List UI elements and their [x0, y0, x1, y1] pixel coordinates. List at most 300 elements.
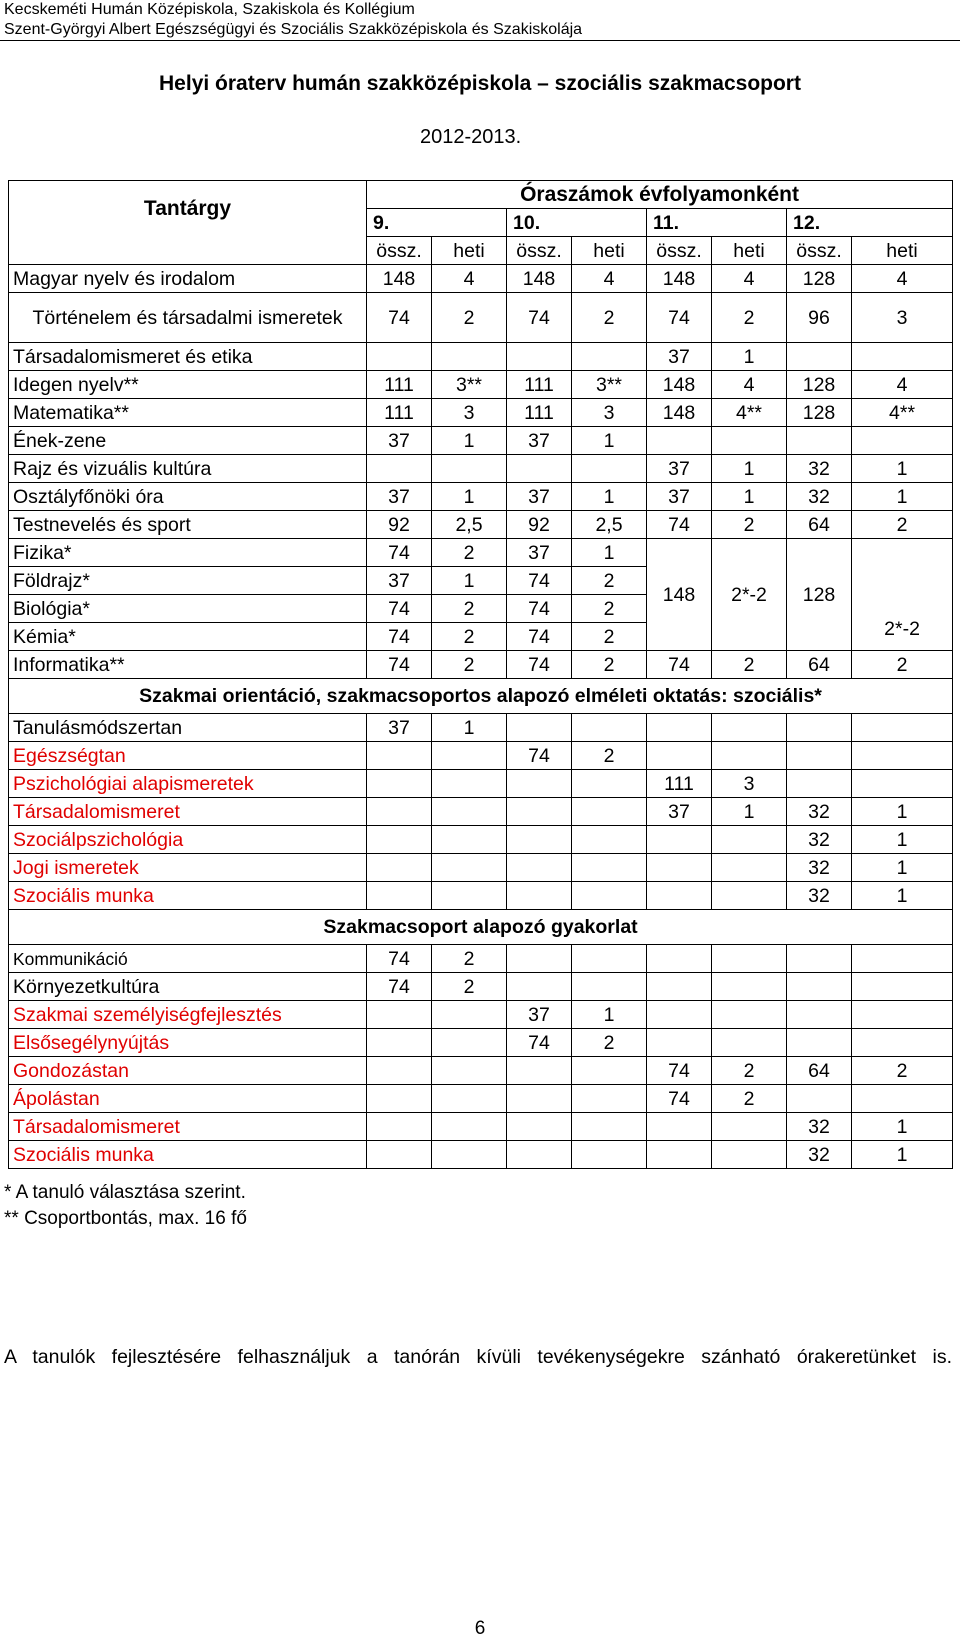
hours-cell: 2: [432, 623, 507, 651]
hours-cell: 92: [367, 511, 432, 539]
header-divider: [0, 40, 960, 41]
hours-cell: 2: [852, 1057, 953, 1085]
hours-cell: 64: [787, 651, 852, 679]
hours-cell: 37: [507, 539, 572, 567]
hours-cell: [647, 882, 712, 910]
hours-cell: 2: [572, 623, 647, 651]
hours-cell: 2: [432, 651, 507, 679]
institution-name: Szent-Györgyi Albert Egészségügyi és Szociális Szakközépiskola és Szakiskolája: [4, 21, 583, 38]
hours-cell: 1: [852, 854, 953, 882]
hours-cell: 2: [432, 973, 507, 1001]
hours-cell: [367, 1001, 432, 1029]
hours-cell: [852, 343, 953, 371]
subject-name: Környezetkultúra: [9, 973, 367, 1001]
hours-cell: [647, 1029, 712, 1057]
science-g12-total: 128: [787, 539, 852, 651]
table-row: [9, 945, 953, 973]
hours-cell: [432, 882, 507, 910]
table-row: [9, 973, 953, 1001]
section-row: [9, 679, 953, 714]
section-title: Szakmai orientáció, szakmacsoportos alapozó elméleti oktatás: szociális*: [9, 679, 953, 714]
page-title: Helyi óraterv humán szakközépiskola – szociális szakmacsoport: [159, 72, 801, 95]
hours-cell: 32: [787, 826, 852, 854]
hours-cell: 37: [367, 567, 432, 595]
table-row: [9, 371, 953, 399]
hours-cell: [852, 714, 953, 742]
hours-cell: [852, 427, 953, 455]
hours-cell: 37: [367, 714, 432, 742]
subject-name: Fizika*: [9, 539, 367, 567]
hours-cell: 1: [852, 798, 953, 826]
hours-cell: 111: [367, 371, 432, 399]
hours-cell: [787, 945, 852, 973]
hours-cell: [572, 1113, 647, 1141]
table-row: [9, 651, 953, 679]
hours-cell: [367, 1057, 432, 1085]
hours-cell: [507, 343, 572, 371]
table-row: [9, 1085, 953, 1113]
hours-cell: 2: [712, 651, 787, 679]
hours-cell: [507, 826, 572, 854]
document-header: [4, 0, 582, 40]
hours-cell: 148: [647, 371, 712, 399]
hours-cell: [367, 770, 432, 798]
hours-cell: 1: [852, 882, 953, 910]
hours-cell: 2: [572, 651, 647, 679]
hours-cell: [507, 973, 572, 1001]
hours-cell: [507, 854, 572, 882]
table-row: [9, 1113, 953, 1141]
hours-cell: 4: [432, 265, 507, 293]
table-row: [9, 539, 953, 567]
hours-cell: 4: [712, 371, 787, 399]
weekly-header: heti: [572, 237, 647, 265]
hours-cell: 2: [432, 293, 507, 343]
hours-cell: [647, 1141, 712, 1169]
hours-cell: [852, 1001, 953, 1029]
subject-name: Szociális munka: [9, 882, 367, 910]
subject-name: Osztályfőnöki óra: [9, 483, 367, 511]
weekly-header: heti: [712, 237, 787, 265]
hours-cell: [712, 427, 787, 455]
hours-cell: 37: [367, 483, 432, 511]
hours-cell: 4**: [852, 399, 953, 427]
total-header: össz.: [647, 237, 712, 265]
hours-cell: 2: [572, 567, 647, 595]
hours-cell: 1: [852, 483, 953, 511]
hours-cell: [712, 1113, 787, 1141]
hours-cell: [712, 1141, 787, 1169]
hours-cell: [432, 826, 507, 854]
hours-cell: 32: [787, 483, 852, 511]
hours-cell: 1: [572, 539, 647, 567]
hours-cell: [787, 1085, 852, 1113]
hours-cell: 148: [647, 265, 712, 293]
hours-cell: [367, 798, 432, 826]
table-row: [9, 854, 953, 882]
subject-name: Történelem és társadalmi ismeretek: [9, 293, 367, 343]
hours-cell: [367, 455, 432, 483]
hours-cell: [507, 882, 572, 910]
subject-name: Ápolástan: [9, 1085, 367, 1113]
hours-cell: 4: [572, 265, 647, 293]
subject-name: Idegen nyelv**: [9, 371, 367, 399]
hours-cell: [712, 973, 787, 1001]
hours-cell: 2: [852, 511, 953, 539]
table-row: [9, 882, 953, 910]
hours-cell: [647, 1113, 712, 1141]
hours-cell: [647, 427, 712, 455]
total-header: össz.: [507, 237, 572, 265]
hours-cell: [367, 1113, 432, 1141]
hours-cell: 1: [712, 798, 787, 826]
hours-cell: 74: [367, 945, 432, 973]
hours-cell: 37: [647, 798, 712, 826]
hours-cell: [572, 882, 647, 910]
table-row: [9, 826, 953, 854]
subject-name: Szociális munka: [9, 1141, 367, 1169]
subject-name: Biológia*: [9, 595, 367, 623]
subject-name: Szociálpszichológia: [9, 826, 367, 854]
hours-cell: 111: [507, 399, 572, 427]
hours-cell: [572, 798, 647, 826]
hours-cell: 2: [712, 293, 787, 343]
table-row: [9, 742, 953, 770]
hours-cell: 37: [647, 455, 712, 483]
table-row: [9, 293, 953, 343]
hours-cell: 128: [787, 371, 852, 399]
hours-cell: 1: [852, 1113, 953, 1141]
hours-cell: [432, 343, 507, 371]
hours-cell: 148: [367, 265, 432, 293]
hours-cell: 3**: [432, 371, 507, 399]
hours-cell: [367, 1029, 432, 1057]
hours-cell: [367, 1141, 432, 1169]
hours-cell: [712, 714, 787, 742]
hours-cell: 37: [647, 483, 712, 511]
hours-cell: [432, 1113, 507, 1141]
weekly-header: heti: [432, 237, 507, 265]
hours-cell: [432, 1001, 507, 1029]
hours-cell: [432, 1057, 507, 1085]
hours-cell: 2: [712, 511, 787, 539]
hours-cell: [507, 770, 572, 798]
hours-cell: 74: [647, 511, 712, 539]
school-name: Kecskeméti Humán Középiskola, Szakiskola és Kollégium: [4, 1, 415, 18]
hours-cell: 74: [647, 293, 712, 343]
hours-cell: 128: [787, 399, 852, 427]
hours-cell: 2,5: [432, 511, 507, 539]
subject-name: Informatika**: [9, 651, 367, 679]
subject-name: Földrajz*: [9, 567, 367, 595]
hours-cell: [432, 1141, 507, 1169]
hours-cell: 2,5: [572, 511, 647, 539]
hours-cell: 74: [507, 567, 572, 595]
hours-cell: 74: [507, 651, 572, 679]
hours-cell: [432, 1085, 507, 1113]
table-row: [9, 265, 953, 293]
hours-cell: [507, 945, 572, 973]
hours-cell: 74: [507, 595, 572, 623]
hours-cell: [367, 826, 432, 854]
subject-name: Jogi ismeretek: [9, 854, 367, 882]
hours-cell: 3: [712, 770, 787, 798]
hours-cell: 1: [432, 567, 507, 595]
hours-cell: 32: [787, 1141, 852, 1169]
curriculum-table: [8, 180, 953, 1169]
hours-cell: [572, 455, 647, 483]
subject-name: Gondozástan: [9, 1057, 367, 1085]
footnote-star: * A tanuló választása szerint.: [4, 1182, 246, 1203]
hours-cell: 74: [367, 973, 432, 1001]
hours-cell: 2: [572, 742, 647, 770]
grade-header: 10.: [507, 209, 647, 237]
hours-cell: [572, 1057, 647, 1085]
table-row: [9, 770, 953, 798]
hours-cell: 2: [852, 651, 953, 679]
hours-cell: [572, 854, 647, 882]
table-row: [9, 1141, 953, 1169]
subject-name: Rajz és vizuális kultúra: [9, 455, 367, 483]
hours-cell: [787, 973, 852, 1001]
hours-cell: [572, 945, 647, 973]
hours-cell: 148: [507, 265, 572, 293]
subject-name: Kémia*: [9, 623, 367, 651]
hours-cell: 32: [787, 882, 852, 910]
hours-cell: 2: [432, 945, 507, 973]
table-row: [9, 1001, 953, 1029]
hours-cell: 1: [572, 427, 647, 455]
science-g12-weekly: 2*-2: [852, 539, 953, 651]
hours-cell: [787, 742, 852, 770]
hours-cell: [432, 455, 507, 483]
hours-cell: 74: [647, 651, 712, 679]
hours-cell: 128: [787, 265, 852, 293]
grade-header: 11.: [647, 209, 787, 237]
hours-cell: 64: [787, 511, 852, 539]
hours-cell: 4: [852, 265, 953, 293]
hours-cell: [852, 945, 953, 973]
hours-cell: [647, 826, 712, 854]
hours-cell: 3: [432, 399, 507, 427]
hours-cell: [647, 1001, 712, 1029]
section-title: Szakmacsoport alapozó gyakorlat: [9, 910, 953, 945]
hours-cell: 1: [712, 455, 787, 483]
hours-cell: 2: [572, 1029, 647, 1057]
hours-cell: [852, 742, 953, 770]
hours-cell: 1: [852, 1141, 953, 1169]
hours-cell: [712, 882, 787, 910]
hours-cell: 74: [507, 742, 572, 770]
hours-cell: 74: [647, 1085, 712, 1113]
hours-cell: 92: [507, 511, 572, 539]
subject-header-spacer: [9, 237, 367, 265]
hours-cell: 74: [367, 651, 432, 679]
hours-cell: 1: [432, 483, 507, 511]
hours-cell: 37: [507, 427, 572, 455]
hours-cell: [432, 798, 507, 826]
subject-name: Szakmai személyiségfejlesztés: [9, 1001, 367, 1029]
hours-cell: [507, 714, 572, 742]
hours-cell: 74: [367, 293, 432, 343]
hours-cell: [712, 1029, 787, 1057]
science-g11-weekly: 2*-2: [712, 539, 787, 651]
hours-cell: 74: [507, 293, 572, 343]
hours-cell: 74: [507, 1029, 572, 1057]
table-row: [9, 483, 953, 511]
hours-cell: 111: [647, 770, 712, 798]
hours-cell: [647, 854, 712, 882]
hours-cell: [712, 826, 787, 854]
subject-name: Tanulásmódszertan: [9, 714, 367, 742]
hours-cell: [647, 973, 712, 1001]
hours-cell: [852, 973, 953, 1001]
subject-name: Ének-zene: [9, 427, 367, 455]
hours-cell: 74: [507, 623, 572, 651]
subject-name: Társadalomismeret: [9, 798, 367, 826]
subject-name: Elsősegélynyújtás: [9, 1029, 367, 1057]
subject-name: Kommunikáció: [9, 945, 367, 973]
subject-name: Testnevelés és sport: [9, 511, 367, 539]
hours-cell: 111: [367, 399, 432, 427]
science-g11-total: 148: [647, 539, 712, 651]
hours-cell: 1: [432, 427, 507, 455]
subject-header: Tantárgy: [9, 181, 367, 237]
hours-cell: 64: [787, 1057, 852, 1085]
hours-cell: [507, 1141, 572, 1169]
hours-cell: [572, 1085, 647, 1113]
hours-cell: [852, 770, 953, 798]
hours-cell: 1: [712, 483, 787, 511]
hours-cell: 2: [712, 1085, 787, 1113]
hours-cell: [572, 714, 647, 742]
hours-cell: 1: [852, 826, 953, 854]
hours-header: Óraszámok évfolyamonként: [367, 181, 953, 209]
school-year: 2012-2013.: [420, 126, 522, 148]
hours-cell: [852, 1029, 953, 1057]
hours-cell: 32: [787, 1113, 852, 1141]
hours-cell: [572, 770, 647, 798]
total-header: össz.: [367, 237, 432, 265]
subject-name: Egészségtan: [9, 742, 367, 770]
hours-cell: [367, 343, 432, 371]
hours-cell: 32: [787, 455, 852, 483]
hours-cell: [367, 854, 432, 882]
table-row: [9, 455, 953, 483]
table-row: [9, 511, 953, 539]
hours-cell: [367, 882, 432, 910]
hours-cell: 1: [572, 1001, 647, 1029]
hours-cell: [712, 945, 787, 973]
hours-cell: 32: [787, 854, 852, 882]
hours-cell: [507, 1113, 572, 1141]
hours-cell: [787, 1001, 852, 1029]
table-row: [9, 427, 953, 455]
hours-cell: 74: [367, 539, 432, 567]
hours-cell: [432, 742, 507, 770]
hours-cell: 74: [367, 623, 432, 651]
hours-cell: [647, 945, 712, 973]
hours-cell: 1: [572, 483, 647, 511]
hours-cell: 74: [647, 1057, 712, 1085]
closing-paragraph: A tanulók fejlesztésére felhasználjuk a tanórán kívüli tevékenységekre szánható órakeretünket is.: [4, 1346, 952, 1368]
hours-cell: 4: [712, 265, 787, 293]
hours-cell: 74: [367, 595, 432, 623]
hours-cell: 111: [507, 371, 572, 399]
hours-cell: [572, 973, 647, 1001]
hours-cell: [787, 714, 852, 742]
hours-cell: [712, 742, 787, 770]
subject-name: Matematika**: [9, 399, 367, 427]
total-header: össz.: [787, 237, 852, 265]
hours-cell: [647, 742, 712, 770]
hours-cell: 2: [572, 293, 647, 343]
section-row: [9, 910, 953, 945]
hours-cell: [367, 1085, 432, 1113]
hours-cell: 148: [647, 399, 712, 427]
hours-cell: 2: [712, 1057, 787, 1085]
hours-cell: 2: [432, 595, 507, 623]
hours-cell: 37: [507, 483, 572, 511]
hours-cell: [712, 1001, 787, 1029]
hours-cell: 37: [367, 427, 432, 455]
hours-cell: [787, 343, 852, 371]
table-row: [9, 399, 953, 427]
footnote-double-star: ** Csoportbontás, max. 16 fő: [4, 1208, 247, 1229]
hours-cell: 1: [712, 343, 787, 371]
hours-cell: [787, 770, 852, 798]
hours-cell: [507, 455, 572, 483]
hours-cell: 1: [852, 455, 953, 483]
hours-cell: 32: [787, 798, 852, 826]
subject-name: Társadalomismeret: [9, 1113, 367, 1141]
table-row: [9, 343, 953, 371]
grade-header: 12.: [787, 209, 953, 237]
hours-cell: [647, 714, 712, 742]
grade-header: 9.: [367, 209, 507, 237]
table-row: [9, 1029, 953, 1057]
subject-name: Pszichológiai alapismeretek: [9, 770, 367, 798]
hours-cell: [432, 854, 507, 882]
hours-cell: 37: [647, 343, 712, 371]
table-row: [9, 1057, 953, 1085]
hours-cell: [572, 1141, 647, 1169]
hours-cell: [787, 427, 852, 455]
table-row: [9, 714, 953, 742]
weekly-header: heti: [852, 237, 953, 265]
hours-cell: [367, 742, 432, 770]
hours-cell: [712, 854, 787, 882]
hours-cell: 4**: [712, 399, 787, 427]
hours-cell: [572, 343, 647, 371]
subject-name: Magyar nyelv és irodalom: [9, 265, 367, 293]
hours-cell: 2: [432, 539, 507, 567]
hours-cell: 3: [852, 293, 953, 343]
hours-cell: 3**: [572, 371, 647, 399]
hours-cell: 96: [787, 293, 852, 343]
hours-cell: [572, 826, 647, 854]
hours-cell: 1: [432, 714, 507, 742]
hours-cell: [432, 1029, 507, 1057]
hours-cell: 4: [852, 371, 953, 399]
page-number: 6: [474, 1618, 486, 1639]
hours-cell: 37: [507, 1001, 572, 1029]
hours-cell: 3: [572, 399, 647, 427]
hours-cell: [507, 1057, 572, 1085]
hours-cell: [852, 1085, 953, 1113]
hours-cell: [787, 1029, 852, 1057]
hours-cell: [432, 770, 507, 798]
